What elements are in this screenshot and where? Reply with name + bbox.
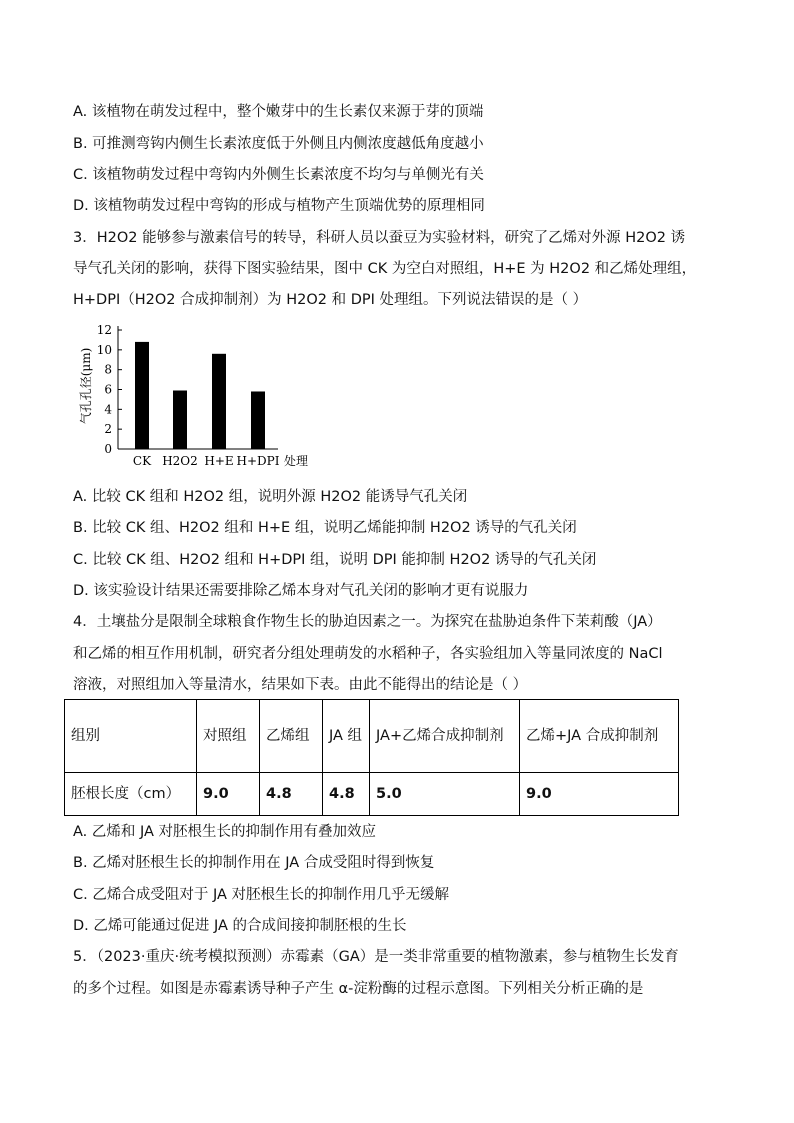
q4-option-b: B. 乙烯对胚根生长的抑制作用在 JA 合成受阻时得到恢复 [73, 855, 435, 871]
q4-option-d: D. 乙烯可能通过促进 JA 的合成间接抑制胚根的生长 [73, 918, 407, 934]
table-cell: 9.0 [197, 773, 260, 816]
q3-option-c: C. 比较 CK 组、H2O2 组和 H+DPI 组，说明 DPI 能抑制 H2O2 诱导的气孔关闭 [73, 552, 597, 568]
y-tick-label: 4 [104, 402, 112, 417]
bar-h-e [212, 354, 226, 449]
q4-stem-line-2: 和乙烯的相互作用机制，研究者分组处理萌发的水稻种子，各实验组加入等量同浓度的 NaCl [73, 646, 663, 662]
table-row-label: 胚根长度（cm） [65, 773, 197, 816]
y-tick-label: 0 [104, 442, 112, 456]
table-cell: 5.0 [370, 773, 520, 816]
q3-stem-line-3: H+DPI（H2O2 合成抑制剂）为 H2O2 和 DPI 处理组。下列说法错误的是（ ） [73, 292, 588, 308]
q4-option-a: A. 乙烯和 JA 对胚根生长的抑制作用有叠加效应 [73, 824, 377, 840]
table-cell: 9.0 [520, 773, 679, 816]
y-tick-label: 8 [104, 362, 112, 377]
q2-option-a: A. 该植物在萌发过程中，整个嫩芽中的生长素仅来源于芽的顶端 [73, 104, 484, 120]
q2-option-d: D. 该植物萌发过程中弯钩的形成与植物产生顶端优势的原理相同 [73, 198, 485, 214]
q3-option-a: A. 比较 CK 组和 H2O2 组，说明外源 H2O2 能诱导气孔关闭 [73, 489, 468, 505]
q4-stem-line-1: 4．土壤盐分是限制全球粮食作物生长的胁迫因素之一。为探究在盐胁迫条件下茉莉酸（JA） [73, 614, 662, 630]
y-tick-label: 6 [104, 382, 112, 397]
bar-ck [135, 342, 149, 449]
q5-stem-line-2: 的多个过程。如图是赤霉素诱导种子产生 α-淀粉酶的过程示意图。下列相关分析正确的是 [73, 981, 644, 997]
x-tick-label: H2O2 [162, 454, 198, 468]
bar-chart-svg [72, 318, 322, 474]
table-header-cell: 组别 [65, 700, 197, 773]
y-tick-label: 12 [96, 323, 112, 337]
bar-h2o2 [173, 390, 187, 449]
stomata-bar-chart [72, 318, 322, 474]
table-header-cell: 对照组 [197, 700, 260, 773]
table-header-cell: 乙烯+JA 合成抑制剂 [520, 700, 679, 773]
y-tick-label: 10 [96, 342, 112, 357]
table-header-cell: JA 组 [323, 700, 370, 773]
q3-stem-line-1: 3．H2O2 能够参与激素信号的转导，科研人员以蚕豆为实验材料，研究了乙烯对外源 H2O2 诱 [73, 230, 686, 246]
y-tick-label: 2 [104, 422, 112, 437]
root-length-table [64, 699, 679, 816]
chart-y-label: 气孔孔径(μm) [79, 347, 93, 425]
x-tick-label: H+E [204, 454, 234, 468]
q3-stem-line-2: 导气孔关闭的影响，获得下图实验结果，图中 CK 为空白对照组，H+E 为 H2O2 和乙烯处理组， [73, 261, 697, 277]
table-header-cell: JA+乙烯合成抑制剂 [370, 700, 520, 773]
q4-option-c: C. 乙烯合成受阻对于 JA 对胚根生长的抑制作用几乎无缓解 [73, 887, 449, 903]
q5-stem-line-1: 5．（2023·重庆·统考模拟预测）赤霉素（GA）是一类非常重要的植物激素，参与植物生长发育 [73, 949, 679, 965]
table-header-cell: 乙烯组 [260, 700, 323, 773]
x-tick-label: CK [132, 454, 152, 468]
q2-option-c: C. 该植物萌发过程中弯钩内外侧生长素浓度不均匀与单侧光有关 [73, 167, 484, 183]
chart-x-label: 处理 [284, 454, 309, 468]
table-cell: 4.8 [260, 773, 323, 816]
x-tick-label: H+DPI [236, 454, 280, 468]
q3-option-d: D. 该实验设计结果还需要排除乙烯本身对气孔关闭的影响才更有说服力 [73, 583, 529, 599]
q2-option-b: B. 可推测弯钩内侧生长素浓度低于外侧且内侧浓度越低角度越小 [73, 136, 484, 152]
q4-stem-line-3: 溶液，对照组加入等量清水，结果如下表。由此不能得出的结论是（ ） [73, 677, 528, 693]
table-header-row [65, 700, 679, 773]
bar-h-dpi [251, 391, 265, 449]
table-cell: 4.8 [323, 773, 370, 816]
table-row [65, 773, 679, 816]
q3-option-b: B. 比较 CK 组、H2O2 组和 H+E 组，说明乙烯能抑制 H2O2 诱导的气孔关闭 [73, 520, 577, 536]
